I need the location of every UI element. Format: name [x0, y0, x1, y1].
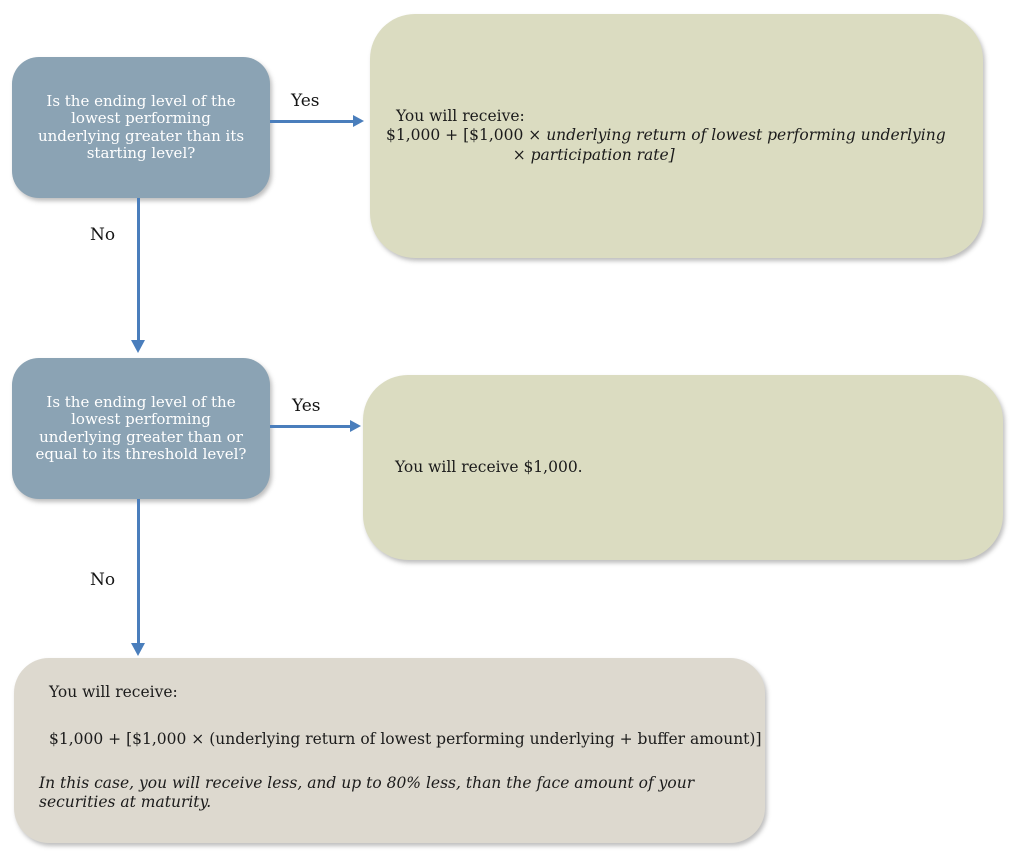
arrow-head-down-icon — [131, 643, 145, 656]
formula-roman: $1,000 + [$1,000 × — [386, 126, 547, 145]
decision-text-line: lowest performing — [71, 109, 211, 127]
arrow-yes-2 — [270, 425, 350, 428]
outcome-box-positive-return — [370, 14, 983, 258]
outcome-loss-note — [39, 774, 735, 812]
decision-text-line: starting level? — [86, 144, 196, 162]
formula-italic: underlying return of lowest performing underlying — [546, 126, 946, 145]
decision-box-ending-above-threshold — [12, 358, 270, 499]
yes-label-2: Yes — [292, 396, 321, 416]
note-line2: securities at maturity. — [39, 793, 212, 811]
decision-text-line: Is the ending level of the — [46, 392, 236, 411]
arrow-no-1 — [137, 198, 140, 341]
no-label-2: No — [90, 570, 116, 590]
note-line1: In this case, you will receive less, and up to 80% less, than the face amount of your — [39, 774, 695, 792]
arrow-head-right-icon — [350, 420, 361, 432]
decision-text-line: lowest performing — [71, 410, 211, 428]
decision-box-ending-above-starting — [12, 57, 270, 198]
no-label-1: No — [90, 225, 116, 245]
arrow-yes-1 — [270, 120, 353, 123]
outcome-intro: You will receive: — [49, 683, 178, 701]
arrow-head-right-icon — [353, 115, 364, 127]
outcome-par-text: You will receive $1,000. — [395, 457, 583, 476]
decision-text-line: equal to its threshold level? — [35, 445, 247, 463]
outcome-box-loss — [14, 658, 765, 843]
decision-text-line: underlying greater than its — [37, 126, 245, 145]
formula-italic: × participation rate] — [512, 145, 675, 164]
outcome-intro: You will receive: — [396, 106, 525, 125]
yes-label-1: Yes — [291, 91, 320, 111]
arrow-no-2 — [137, 499, 140, 644]
outcome-formula-line1 — [386, 126, 963, 146]
decision-text-line: underlying greater than or — [39, 427, 243, 446]
arrow-head-down-icon — [131, 340, 145, 353]
outcome-box-par-repayment — [363, 375, 1003, 560]
outcome-formula-line2 — [386, 146, 801, 166]
outcome-formula: $1,000 + [$1,000 × (underlying return of lowest performing underlying + buffer amount)] — [49, 730, 762, 748]
decision-text-line: Is the ending level of the — [46, 91, 236, 110]
